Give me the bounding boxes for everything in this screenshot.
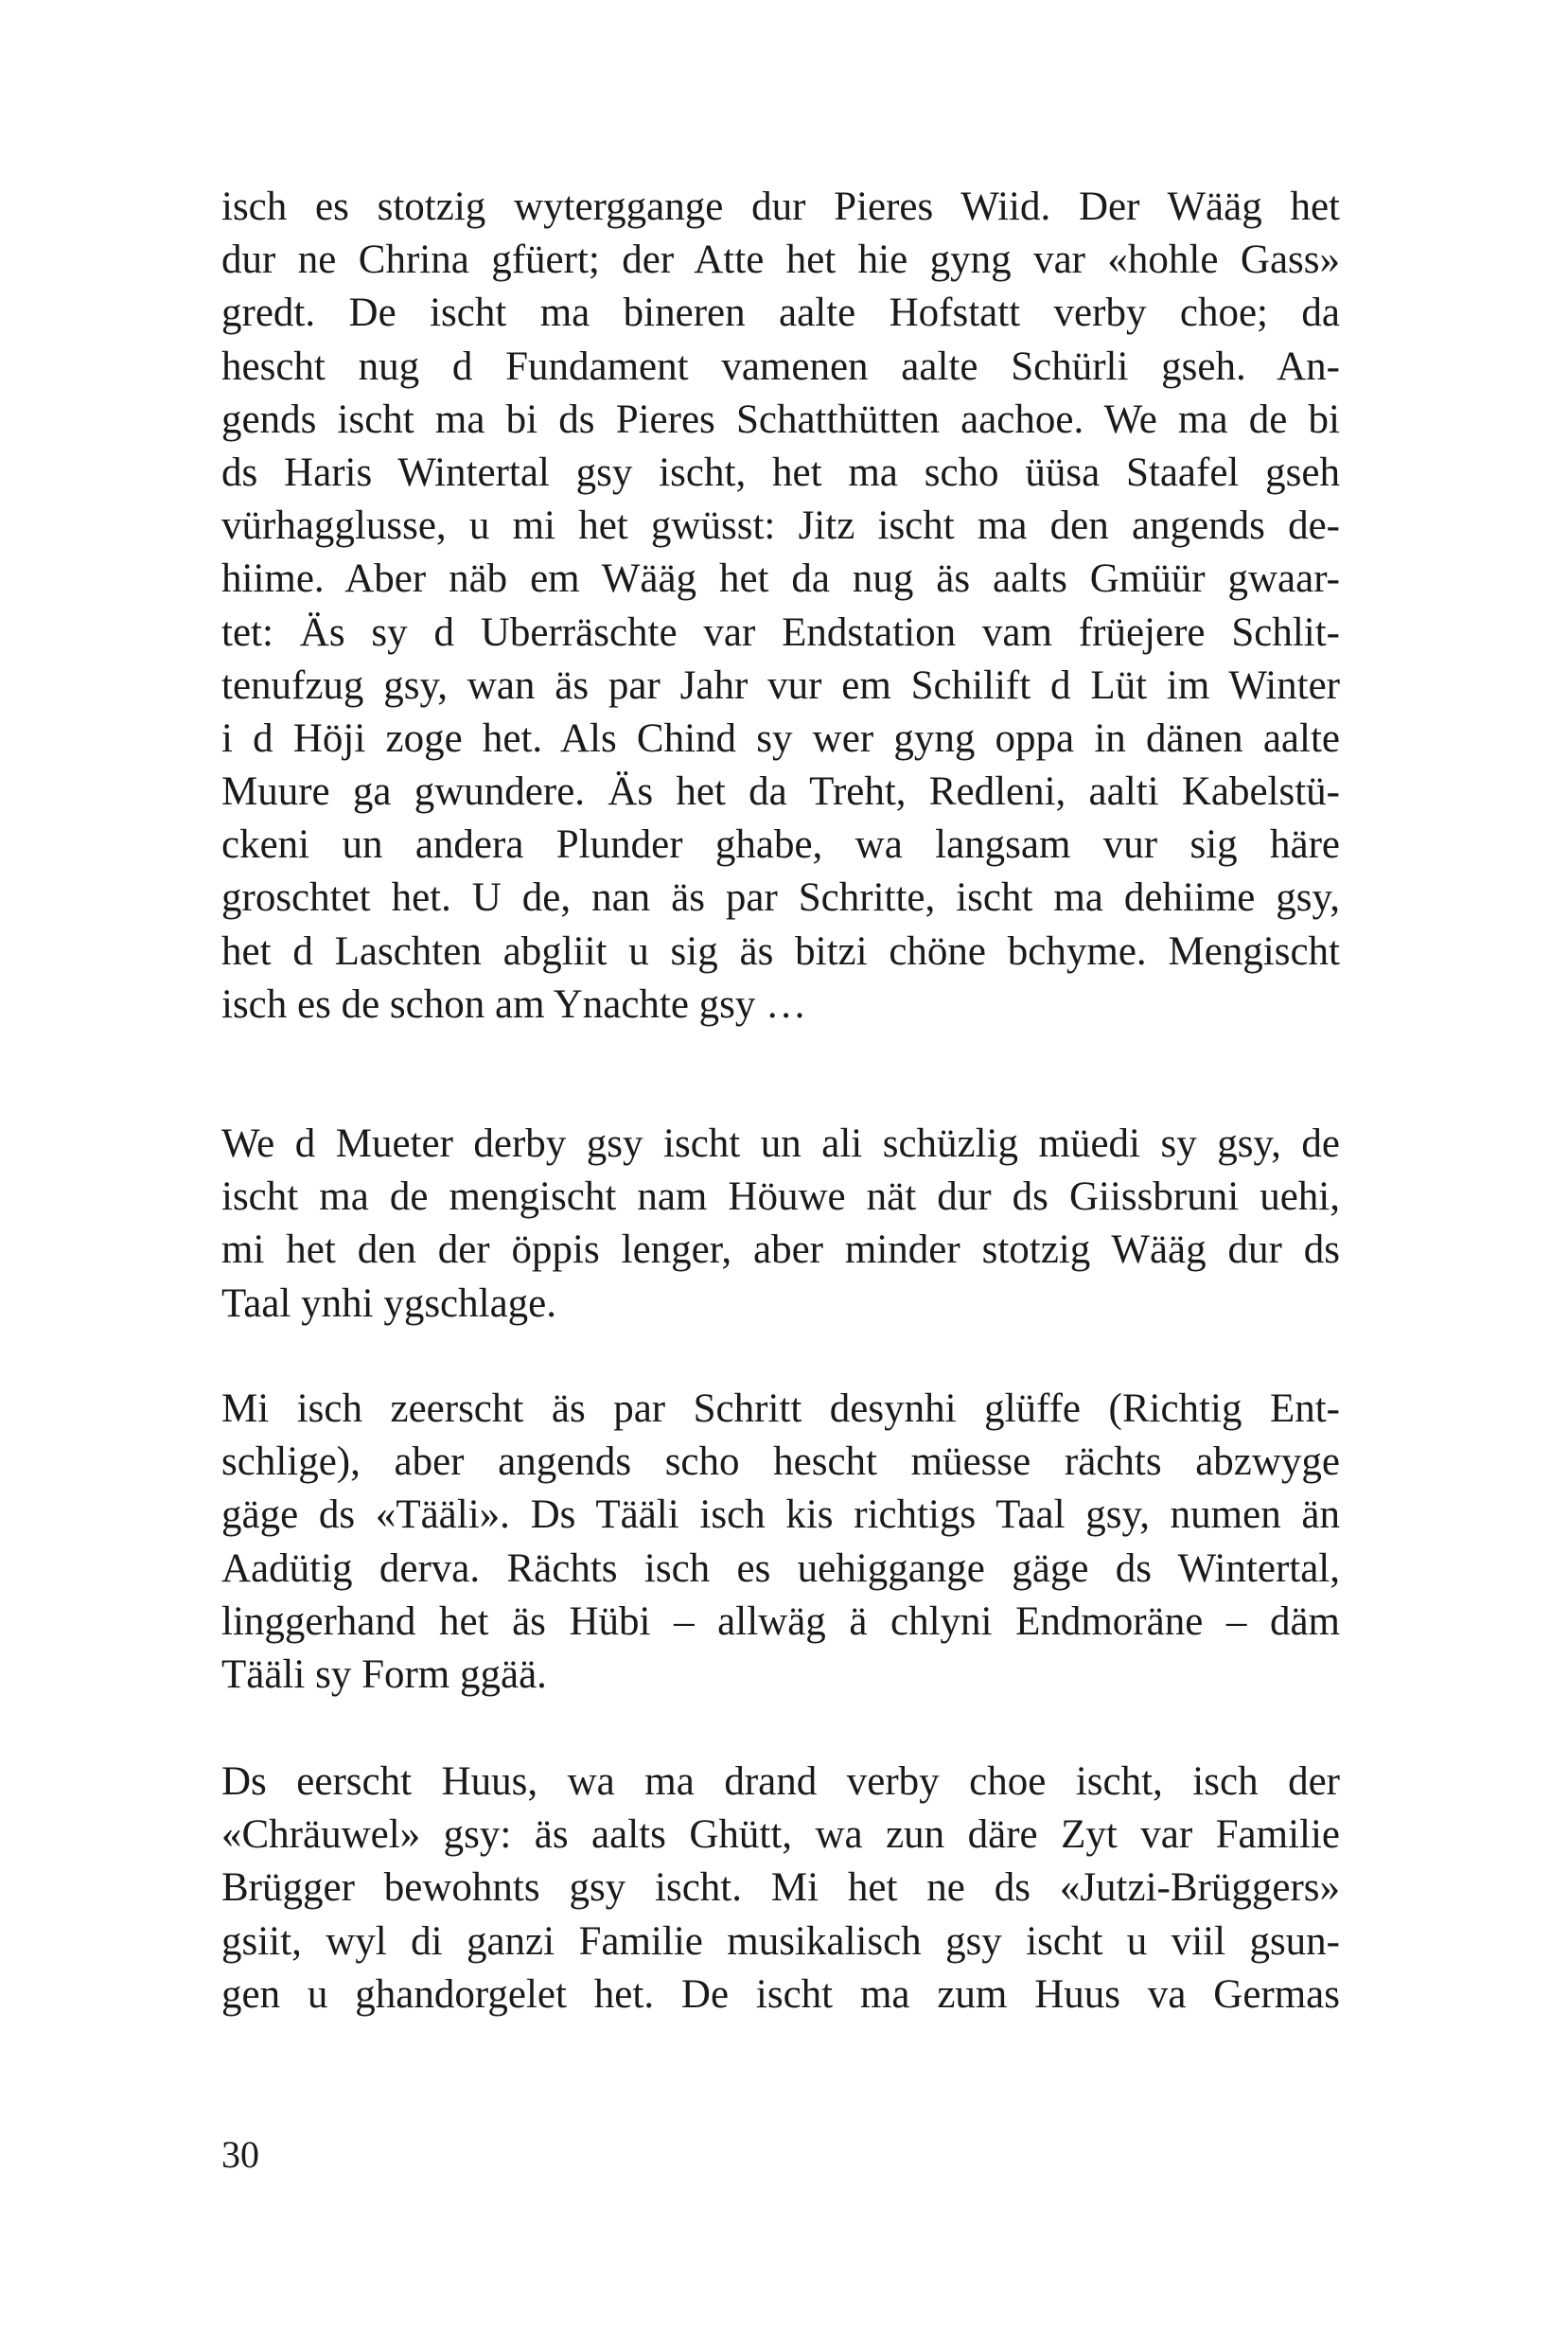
text-line: gsiit, wyl di ganzi Familie musikalisch gsy ischt u viil gsun-	[221, 1918, 1340, 1964]
text-line: «Chräuwel» gsy: äs aalts Ghütt, wa zun däre Zyt var Familie	[221, 1812, 1340, 1858]
text-line: Muure ga gwundere. Äs het da Treht, Redleni, aalti Kabelstü-	[221, 769, 1340, 815]
text-line: groschtet het. U de, nan äs par Schritte, ischt ma dehiime gsy,	[221, 875, 1340, 921]
text-line: vürhagglusse, u mi het gwüsst: Jitz ischt ma den angends de-	[221, 503, 1340, 549]
paragraph-4	[221, 1756, 1340, 2021]
paragraph-2	[221, 1118, 1340, 1331]
text-line: ds Haris Wintertal gsy ischt, het ma scho üüsa Staafel gseh	[221, 450, 1340, 495]
text-line: Ds eerscht Huus, wa ma drand verby choe ischt, isch der	[221, 1759, 1340, 1804]
text-line: Brügger bewohnts gsy ischt. Mi het ne ds «Jutzi-Brüggers»	[221, 1865, 1340, 1911]
text-line: gredt. De ischt ma bineren aalte Hofstatt verby choe; da	[221, 291, 1340, 336]
text-line: isch es de schon am Ynachte gsy …	[221, 981, 807, 1027]
text-line: tet: Äs sy d Uberräschte var Endstation vam früejere Schlit-	[221, 609, 1340, 655]
text-line: hescht nug d Fundament vamenen aalte Schürli gseh. An-	[221, 344, 1340, 389]
text-line: i d Höji zoge het. Als Chind sy wer gyng oppa in dänen aalte	[221, 715, 1340, 761]
text-line: gen u ghandorgelet het. De ischt ma zum Huus va Germas	[221, 1971, 1340, 2017]
text-line: het d Laschten abgliit u sig äs bitzi chöne bchyme. Mengischt	[221, 928, 1340, 974]
text-line: Aadütig derva. Rächts isch es uehiggange gäge ds Wintertal,	[221, 1545, 1340, 1591]
text-line: mi het den der öppis lenger, aber minder stotzig Wääg dur ds	[221, 1227, 1340, 1273]
paragraph-3	[221, 1383, 1340, 1702]
text-line: Mi isch zeerscht äs par Schritt desynhi glüffe (Richtig Ent-	[221, 1386, 1340, 1431]
page-number: 30	[221, 2133, 259, 2176]
text-line: isch es stotzig wyterggange dur Pieres Wiid. Der Wääg het	[221, 185, 1340, 229]
text-line: dur ne Chrina gfüert; der Atte het hie gyng var «hohle Gass»	[221, 238, 1340, 283]
text-line: ischt ma de mengischt nam Höuwe nät dur ds Giissbruni uehi,	[221, 1174, 1340, 1220]
text-line: We d Mueter derby gsy ischt un ali schüzlig müedi sy gsy, de	[221, 1121, 1340, 1166]
text-line: linggerhand het äs Hübi – allwäg ä chlyni Endmoräne – däm	[221, 1598, 1340, 1644]
text-line: Taal ynhi ygschlage.	[221, 1280, 557, 1326]
text-line: Tääli sy Form ggää.	[221, 1651, 547, 1697]
text-line: schlige), aber angends scho hescht müesse rächts abzwyge	[221, 1439, 1340, 1485]
text-line: hiime. Aber näb em Wääg het da nug äs aalts Gmüür gwaar-	[221, 556, 1340, 602]
text-line: gäge ds «Tääli». Ds Tääli isch kis richtigs Taal gsy, numen än	[221, 1492, 1340, 1538]
text-line: ckeni un andera Plunder ghabe, wa langsam vur sig häre	[221, 822, 1340, 868]
text-line: gends ischt ma bi ds Pieres Schatthütten aachoe. We ma de bi	[221, 397, 1340, 442]
paragraph-1	[221, 181, 1340, 1032]
text-line: tenufzug gsy, wan äs par Jahr vur em Schilift d Lüt im Winter	[221, 662, 1340, 708]
